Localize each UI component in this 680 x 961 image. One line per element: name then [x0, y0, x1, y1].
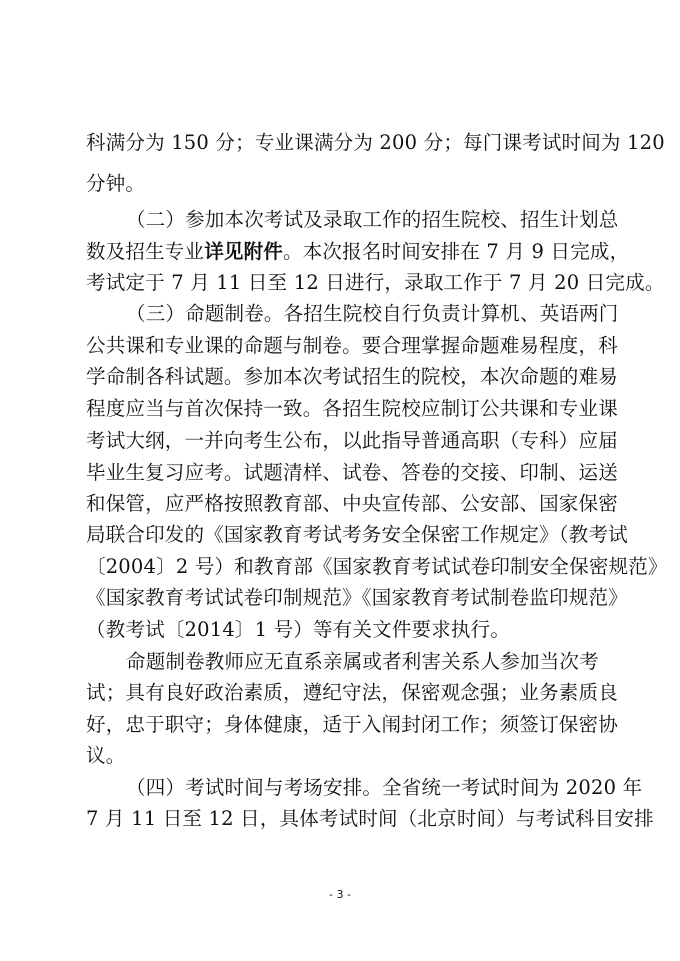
text-line: 好，忠于职守；身体健康，适于入闱封闭工作；须签订保密协: [86, 713, 618, 736]
text-line: （二）参加本次考试及录取工作的招生院校、招生计划总: [126, 208, 619, 231]
text-line: 毕业生复习应考。试题清样、试卷、答卷的交接、印制、运送: [86, 461, 618, 484]
text-line: 试；具有良好政治素质，遵纪守法，保密观念强；业务素质良: [86, 681, 618, 704]
emphasis-text: 详见附件: [204, 240, 284, 263]
text-line: （教考试〔2014〕1 号）等有关文件要求执行。: [86, 618, 511, 641]
text-span: 数及招生专业: [86, 240, 205, 263]
text-line: 和保管，应严格按照教育部、中央宣传部、公安部、国家保密: [86, 492, 618, 515]
text-line: （三）命题制卷。各招生院校自行负责计算机、英语两门: [126, 302, 619, 325]
text-line: 7 月 11 日至 12 日，具体考试时间（北京时间）与考试科目安排: [86, 807, 654, 830]
text-line: 程度应当与首次保持一致。各招生院校应制订公共课和专业课: [86, 397, 618, 420]
text-line: 命题制卷教师应无直系亲属或者利害关系人参加当次考: [126, 650, 599, 673]
text-line: 分钟。: [86, 172, 146, 195]
page-number: - 3 -: [329, 888, 351, 901]
text-line: 科满分为 150 分；专业课满分为 200 分；每门课考试时间为 120: [86, 131, 665, 154]
text-line: 〔2004〕2 号）和教育部《国家教育考试试卷印制安全保密规范》: [86, 555, 668, 578]
text-span: 。本次报名时间安排在 7 月 9 日完成，: [283, 240, 630, 263]
text-line: 议。: [86, 744, 126, 767]
text-line-mixed: [86, 239, 630, 265]
text-line: 《国家教育考试试卷印制规范》《国家教育考试制卷监印规范》: [86, 586, 628, 609]
text-line: 考试定于 7 月 11 日至 12 日进行，录取工作于 7 月 20 日完成。: [86, 271, 665, 294]
text-line: 公共课和专业课的命题与制卷。要合理掌握命题难易程度，科: [86, 334, 618, 357]
text-line: 考试大纲，一并向考生公布，以此指导普通高职（专科）应届: [86, 429, 618, 452]
text-line: 学命制各科试题。参加本次考试招生的院校，本次命题的难易: [86, 365, 618, 388]
text-line: 局联合印发的《国家教育考试考务安全保密工作规定》（教考试: [86, 523, 628, 546]
text-line: （四）考试时间与考场安排。全省统一考试时间为 2020 年: [126, 776, 643, 799]
